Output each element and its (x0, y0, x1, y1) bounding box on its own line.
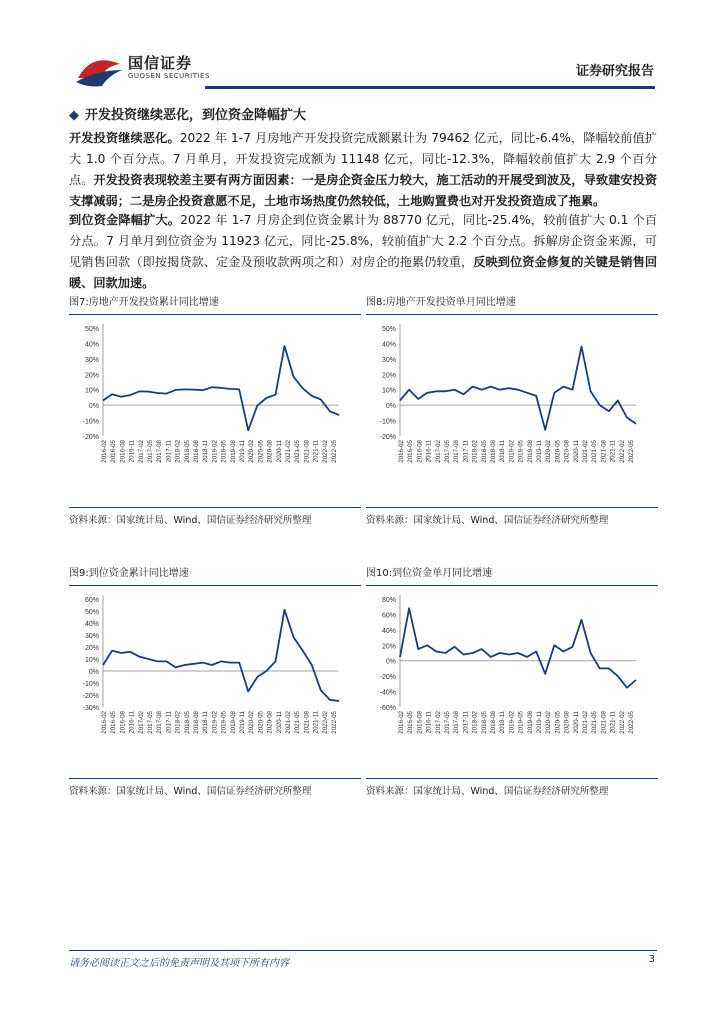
x-tick-label: 2019-05 (220, 440, 228, 463)
figure-8 (366, 294, 658, 526)
y-tick-label: 10% (84, 387, 99, 395)
x-tick-label: 2019-08 (526, 440, 534, 463)
y-tick-label: 30% (84, 633, 99, 640)
x-tick-label: 2018-08 (193, 440, 200, 463)
x-tick-label: 2019-11 (239, 440, 246, 463)
figure-title-text: 房地产开发投资累计同比增速 (88, 297, 219, 308)
chart-9 (69, 589, 361, 769)
x-tick-label: 2019-11 (536, 440, 543, 463)
x-tick-label: 2021-08 (600, 711, 608, 734)
x-tick-label: 2016-08 (416, 440, 424, 463)
x-tick-label: 2016-02 (101, 440, 108, 463)
x-tick-label: 2019-08 (526, 711, 534, 734)
x-tick-label: 2020-11 (572, 440, 580, 463)
figure-source: 资料来源：国家统计局、Wind、国信证券经济研究所整理 (366, 507, 658, 526)
figure-source: 资料来源：国家统计局、Wind、国信证券经济研究所整理 (366, 778, 658, 797)
figure-9 (69, 565, 361, 797)
x-tick-label: 2020-05 (554, 440, 562, 463)
x-tick-label: 2020-02 (248, 440, 256, 463)
x-tick-label: 2019-02 (508, 711, 516, 734)
page-number: 3 (648, 954, 655, 965)
x-tick-label: 2018-05 (183, 711, 191, 734)
x-tick-label: 2017-05 (147, 711, 154, 734)
x-tick-label: 2016-11 (425, 711, 433, 734)
x-tick-label: 2016-05 (407, 711, 415, 734)
x-tick-label: 2022-05 (331, 440, 338, 463)
x-tick-label: 2018-08 (193, 711, 200, 734)
y-tick-label: 40% (381, 341, 396, 349)
x-tick-label: 2018-05 (480, 711, 488, 734)
x-tick-label: 2016-02 (398, 440, 405, 463)
y-tick-label: 50% (84, 609, 99, 616)
y-tick-label: 40% (84, 341, 99, 349)
figure-10 (366, 565, 658, 797)
x-tick-label: 2018-08 (490, 440, 497, 463)
x-tick-label: 2016-05 (407, 440, 415, 463)
x-tick-label: 2022-02 (618, 711, 626, 734)
x-tick-label: 2017-08 (156, 711, 164, 734)
y-tick-label: 50% (84, 326, 99, 333)
x-tick-label: 2019-02 (211, 711, 219, 734)
x-tick-label: 2019-05 (220, 711, 228, 734)
x-tick-label: 2022-02 (618, 440, 626, 463)
x-tick-label: 2020-11 (275, 711, 283, 734)
x-tick-label: 2020-08 (563, 711, 571, 734)
x-tick-label: 2021-05 (294, 711, 302, 734)
x-tick-label: 2021-08 (600, 440, 608, 463)
x-tick-label: 2021-02 (582, 711, 589, 734)
x-tick-label: 2018-11 (202, 440, 210, 463)
y-tick-label: 50% (381, 326, 396, 333)
figure-title (366, 565, 658, 586)
x-tick-label: 2020-08 (266, 440, 274, 463)
brand-name-en: GUOSEN SECURITIES (128, 72, 210, 80)
figure-source: 资料来源：国家统计局、Wind、国信证券经济研究所整理 (69, 507, 361, 526)
series-line (400, 608, 636, 687)
x-tick-label: 2017-02 (137, 440, 145, 463)
x-tick-label: 2019-11 (239, 711, 246, 734)
x-tick-label: 2021-11 (312, 440, 320, 463)
y-tick-label: 40% (381, 627, 396, 635)
x-tick-label: 2019-11 (536, 711, 543, 734)
x-tick-label: 2021-08 (303, 711, 311, 734)
x-tick-label: 2020-11 (572, 711, 580, 734)
x-tick-label: 2018-11 (499, 440, 507, 463)
chart-10 (366, 589, 658, 769)
x-tick-label: 2016-05 (110, 440, 118, 463)
x-tick-label: 2016-11 (425, 440, 433, 463)
series-line (103, 346, 339, 430)
x-tick-label: 2018-11 (202, 711, 210, 734)
x-tick-label: 2018-02 (471, 440, 479, 463)
x-tick-label: 2021-05 (591, 440, 599, 463)
x-tick-label: 2017-08 (156, 440, 164, 463)
brand-name-cn: 国信证券 (128, 54, 193, 72)
x-tick-label: 2021-02 (285, 711, 292, 734)
y-tick-label: -10% (82, 418, 99, 426)
x-tick-label: 2018-08 (490, 711, 497, 734)
x-tick-label: 2016-08 (416, 711, 424, 734)
x-tick-label: 2017-05 (147, 440, 154, 463)
figure-title (366, 294, 658, 315)
y-tick-label: 30% (381, 356, 396, 364)
x-tick-label: 2018-02 (471, 711, 479, 734)
report-type: 证券研究报告 (575, 64, 654, 79)
section-title (69, 104, 306, 123)
x-tick-label: 2021-11 (609, 440, 617, 463)
footer-rule (69, 950, 657, 951)
x-tick-label: 2021-08 (303, 440, 311, 463)
x-tick-label: 2020-08 (266, 711, 274, 734)
x-tick-label: 2019-08 (229, 711, 237, 734)
chart-8 (366, 318, 658, 498)
x-tick-label: 2017-11 (462, 711, 470, 734)
x-tick-label: 2019-05 (517, 711, 525, 734)
y-tick-label: -40% (379, 689, 396, 697)
figure-title (69, 565, 361, 586)
paragraph-body: 2022 年 1-7 月房地产开发投资完成额累计为 79462 亿元，同比-6.4%，降幅较前值扩大 1.0 个百分点。7 月单月，开发投资完成额为 11148 亿元，同比-12.3%，降幅较前值扩大 2.9 个百分点。 (69, 131, 657, 187)
x-tick-label: 2020-08 (563, 440, 571, 463)
figure-7 (69, 294, 361, 526)
figure-number: 图10: (366, 568, 393, 579)
y-tick-label: -20% (82, 434, 99, 441)
y-tick-label: 10% (84, 657, 99, 664)
x-tick-label: 2022-02 (321, 711, 329, 734)
x-tick-label: 2017-05 (444, 440, 451, 463)
x-tick-label: 2017-05 (444, 711, 451, 734)
series-line (103, 610, 339, 701)
x-tick-label: 2018-02 (174, 440, 182, 463)
x-tick-label: 2022-02 (321, 440, 329, 463)
y-tick-label: 0% (88, 669, 99, 676)
x-tick-label: 2019-08 (229, 440, 237, 463)
x-tick-label: 2020-05 (257, 711, 265, 734)
x-tick-label: 2017-11 (165, 711, 173, 734)
y-tick-label: 20% (84, 372, 99, 380)
y-tick-label: 20% (381, 372, 396, 380)
figure-title-text: 到位资金单月同比增速 (392, 568, 493, 579)
x-tick-label: 2020-02 (248, 711, 256, 734)
x-tick-label: 2020-05 (257, 440, 265, 463)
figure-number: 图8: (366, 297, 386, 308)
x-tick-label: 2016-11 (128, 711, 136, 734)
y-tick-label: -60% (379, 705, 396, 712)
y-tick-label: 80% (381, 597, 396, 604)
y-tick-label: 40% (84, 621, 99, 628)
x-tick-label: 2017-11 (462, 440, 470, 463)
x-tick-label: 2016-02 (101, 711, 108, 734)
x-tick-label: 2018-05 (183, 440, 191, 463)
x-tick-label: 2016-08 (119, 711, 127, 734)
x-tick-label: 2022-05 (628, 440, 635, 463)
paragraph-emphasis: 开发投资表现较差主要有两方面因素：一是房企资金压力较大，施工活动的开展受到波及，导致建安投资支撑减弱；二是房企投资意愿不足，土地市场热度仍然较低，土地购置费也对开发投资造成了拖累。 (69, 173, 658, 208)
x-tick-label: 2017-08 (453, 440, 461, 463)
x-tick-label: 2018-11 (499, 711, 507, 734)
x-tick-label: 2021-05 (294, 440, 302, 463)
section-title-text: 开发投资继续恶化，到位资金降幅扩大 (85, 108, 307, 123)
page-header (0, 0, 724, 90)
y-tick-label: 60% (381, 612, 396, 620)
paragraph-body: 2022 年 1-7 月房企到位资金累计为 88770 亿元，同比-25.4%，较前值扩大 0.1 个百分点。7 月单月到位资金为 11923 亿元，同比-25.8%，较前值扩大 2.2 个百分点。拆解房企资金来源，可见销售回款（即按揭贷款、定金及预收款两项之和）对房企的拖累仍较重， (69, 213, 658, 269)
figure-number: 图9: (69, 568, 89, 579)
figure-title-text: 到位资金累计同比增速 (88, 568, 189, 579)
paragraph-investment (69, 128, 657, 212)
diamond-bullet-icon: ◆ (69, 108, 79, 123)
x-tick-label: 2016-08 (119, 440, 127, 463)
y-tick-label: -20% (379, 674, 396, 682)
x-tick-label: 2017-02 (137, 711, 145, 734)
x-tick-label: 2022-05 (331, 711, 338, 734)
paragraph-lead: 到位资金降幅扩大。 (69, 213, 181, 227)
x-tick-label: 2016-02 (398, 711, 405, 734)
x-tick-label: 2022-05 (628, 711, 635, 734)
y-tick-label: 10% (381, 387, 396, 395)
y-tick-label: -30% (82, 705, 99, 712)
y-tick-label: -20% (82, 693, 99, 700)
figure-number: 图7: (69, 297, 89, 308)
y-tick-label: 20% (84, 645, 99, 652)
x-tick-label: 2019-05 (517, 440, 525, 463)
x-tick-label: 2021-11 (312, 711, 320, 734)
x-tick-label: 2021-02 (285, 440, 292, 463)
paragraph-lead: 开发投资继续恶化。 (69, 131, 180, 145)
paragraph-funding (69, 210, 657, 294)
x-tick-label: 2017-08 (453, 711, 461, 734)
x-tick-label: 2020-05 (554, 711, 562, 734)
x-tick-label: 2021-05 (591, 711, 599, 734)
y-tick-label: 0% (385, 658, 396, 666)
x-tick-label: 2017-02 (434, 440, 442, 463)
footer-disclaimer: 请务必阅读正文之后的免责声明及其项下所有内容 (69, 958, 289, 969)
x-tick-label: 2020-02 (545, 711, 553, 734)
x-tick-label: 2021-11 (609, 711, 617, 734)
x-tick-label: 2018-02 (174, 711, 182, 734)
y-tick-label: -10% (82, 681, 99, 688)
y-tick-label: 0% (385, 403, 396, 411)
header-rule (205, 86, 655, 89)
x-tick-label: 2016-05 (110, 711, 118, 734)
x-tick-label: 2017-02 (434, 711, 442, 734)
x-tick-label: 2019-02 (508, 440, 516, 463)
x-tick-label: 2017-11 (165, 440, 173, 463)
x-tick-label: 2021-02 (582, 440, 589, 463)
y-tick-label: 60% (84, 597, 99, 604)
figure-title (69, 294, 361, 315)
chart-7 (69, 318, 361, 498)
paragraph-emphasis: 反映到位资金修复的关键是销售回暖、回款加速。 (69, 255, 658, 290)
x-tick-label: 2018-05 (480, 440, 488, 463)
series-line (400, 347, 636, 430)
y-tick-label: 0% (88, 403, 99, 411)
x-tick-label: 2016-11 (128, 440, 136, 463)
y-tick-label: 20% (381, 643, 396, 651)
x-tick-label: 2020-11 (275, 440, 283, 463)
y-tick-label: 30% (84, 356, 99, 364)
x-tick-label: 2020-02 (545, 440, 553, 463)
x-tick-label: 2019-02 (211, 440, 219, 463)
y-tick-label: -10% (379, 418, 396, 426)
figure-source: 资料来源：国家统计局、Wind、国信证券经济研究所整理 (69, 778, 361, 797)
figure-title-text: 房地产开发投资单月同比增速 (385, 297, 516, 308)
y-tick-label: -20% (379, 434, 396, 441)
